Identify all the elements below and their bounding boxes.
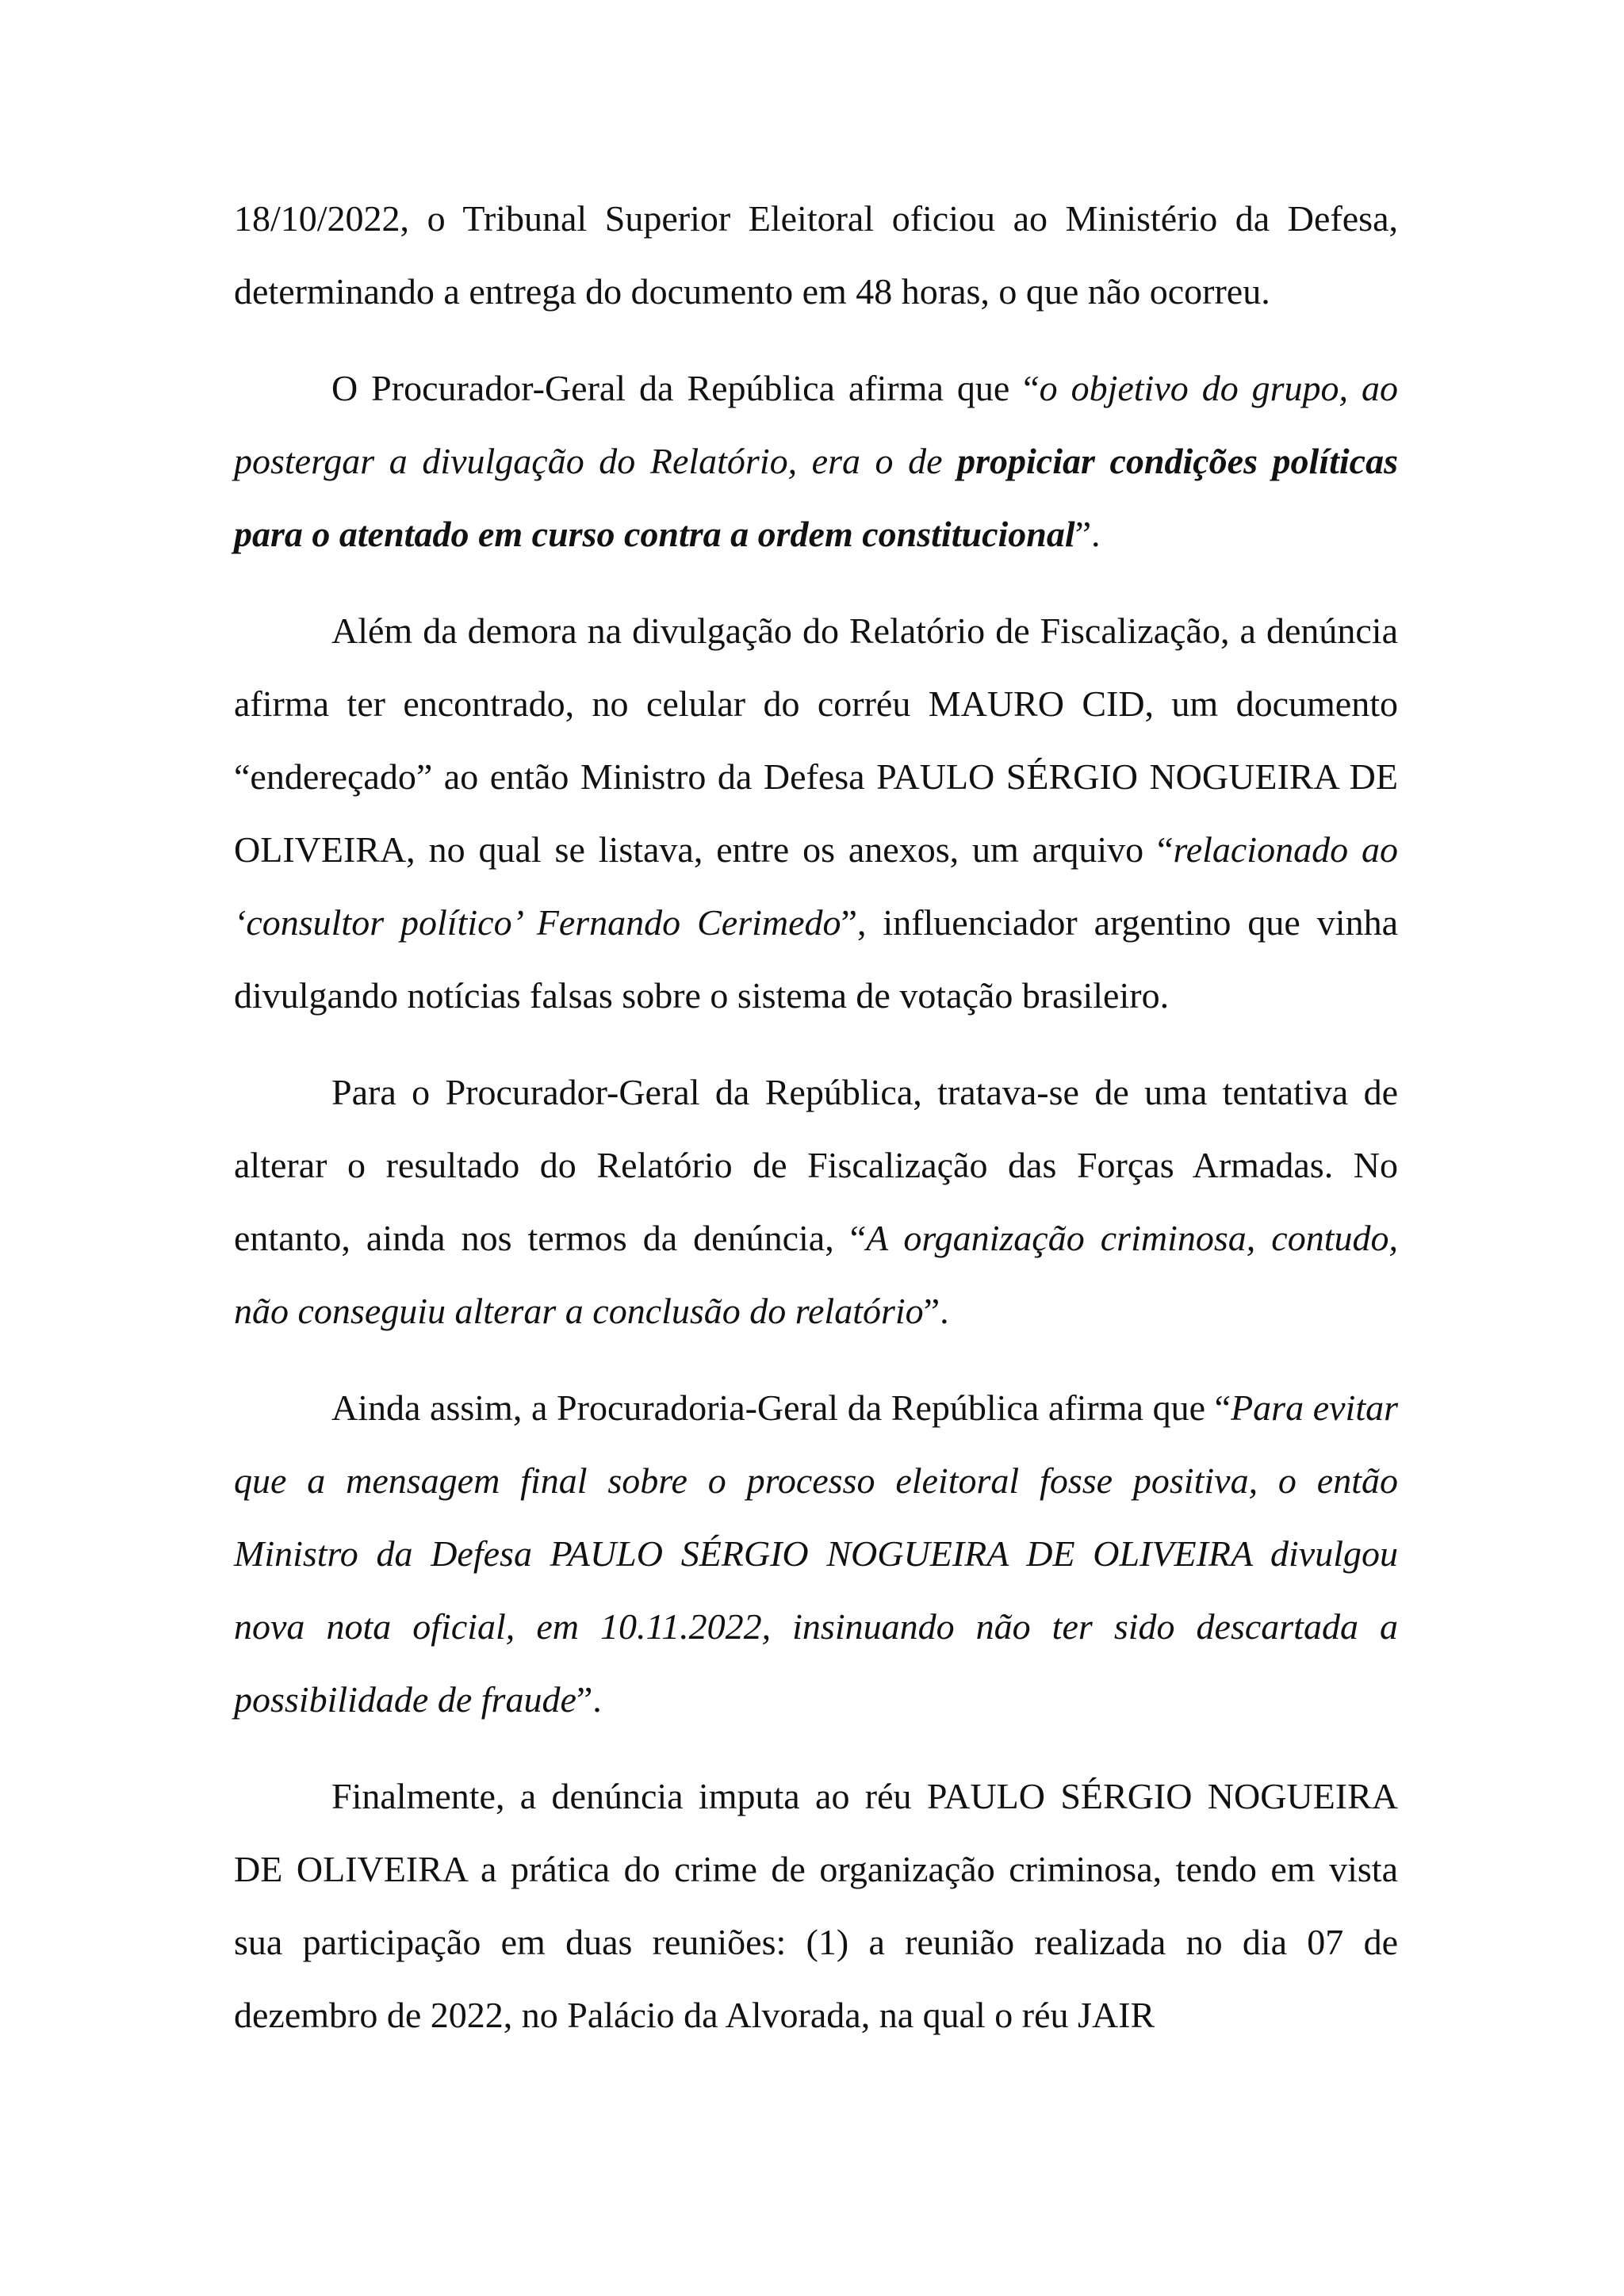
paragraph-5-text: Ainda assim, a Procuradoria-Geral da República afirma que “ (331, 1387, 1231, 1428)
paragraph-5-close: ”. (576, 1679, 602, 1720)
paragraph-1 (234, 182, 1398, 328)
paragraph-3-quote: relacionado ao ‘consultor político’ Fernando Cerimedo (234, 829, 1398, 943)
paragraph-2 (234, 352, 1398, 571)
paragraph-2-text: O Procurador-Geral da República afirma que “ (331, 368, 1040, 408)
paragraph-2-close: ”. (1074, 514, 1101, 554)
paragraph-3-text: Além da demora na divulgação do Relatório de Fiscalização, a denúncia afirma ter encontrado, no celular do corréu MAURO CID, um documento “endereçado” ao então Ministro da Defesa PAULO SÉRGIO NOGUEIRA DE OLIVEIRA, no qual se listava, entre os anexos, um arquivo “ (234, 610, 1398, 870)
paragraph-5-quote: Para evitar que a mensagem final sobre o processo eleitoral fosse positiva, o então Ministro da Defesa PAULO SÉRGIO NOGUEIRA DE OLIVEIRA divulgou nova nota oficial, em 10.11.2022, insinuando não ter sido descartada a possibilidade de fraude (234, 1387, 1398, 1720)
document-body (234, 182, 1398, 2076)
paragraph-1-text: 18/10/2022, o Tribunal Superior Eleitoral oficiou ao Ministério da Defesa, determinando a entrega do documento em 48 horas, o que não ocorreu. (234, 198, 1398, 312)
paragraph-3-rest: ”, influenciador argentino que vinha divulgando notícias falsas sobre o sistema de votação brasileiro. (234, 902, 1398, 1016)
paragraph-4-text: Para o Procurador-Geral da República, tratava-se de uma tentativa de alterar o resultado do Relatório de Fiscalização das Forças Armadas. No entanto, ainda nos termos da denúncia, “ (234, 1072, 1398, 1258)
paragraph-4 (234, 1056, 1398, 1348)
paragraph-5 (234, 1372, 1398, 1736)
paragraph-3 (234, 595, 1398, 1032)
paragraph-4-quote: A organização criminosa, contudo, não conseguiu alterar a conclusão do relatório (234, 1218, 1398, 1331)
paragraph-2-quote: o objetivo do grupo, ao postergar a divulgação do Relatório, era o de (234, 368, 1399, 481)
paragraph-6-text: Finalmente, a denúncia imputa ao réu PAULO SÉRGIO NOGUEIRA DE OLIVEIRA a prática do crime de organização criminosa, tendo em vista sua participação em duas reuniões: (1) a reunião realizada no dia 07 de dezembro de 2022, no Palácio da Alvorada, na qual o réu JAIR (234, 1776, 1398, 2035)
paragraph-4-close: ”. (923, 1291, 949, 1331)
paragraph-6 (234, 1760, 1398, 2052)
paragraph-2-emphasis: propiciar condições políticas para o atentado em curso contra a ordem constitucional (234, 441, 1398, 554)
